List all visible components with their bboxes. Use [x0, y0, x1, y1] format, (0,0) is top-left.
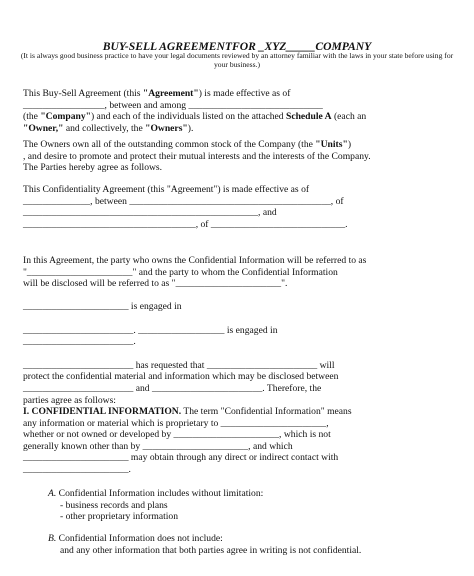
text-line: ______________, between __________________________________________, of: [23, 195, 344, 207]
text-line: , and desire to promote and protect their mutual interests and the interests of the Company.: [23, 150, 371, 162]
text-line: _______________________.: [23, 336, 136, 348]
paragraph-owners: [23, 139, 453, 174]
text-line: This Confidentiality Agreement (this "Agreement") is made effective as of: [23, 184, 310, 195]
text-line: ____________________________________, of ____________________________.: [23, 218, 348, 230]
text-line: ______________________ is engaged in: [23, 301, 182, 312]
section-heading: I. CONFIDENTIAL INFORMATION.: [23, 406, 182, 417]
text-line: _______________________ has requested that _______________________ will: [23, 359, 335, 371]
text-line: _________________________________________________, and: [23, 207, 277, 219]
text-line: _______________________. __________________ is engaged in: [23, 324, 278, 336]
text-line: any information or material which is proprietary to ______________________,: [23, 417, 329, 429]
text-line: generally known other than by ______________________, and which: [23, 440, 293, 452]
paragraph-confidentiality-intro: [23, 184, 453, 230]
text-line: In this Agreement, the party who owns the Confidential Information will be referred to as: [23, 255, 367, 266]
subsection-a: [48, 488, 474, 523]
text-line: The Parties hereby agree as follows.: [23, 162, 163, 174]
text-line: - business records and plans: [60, 499, 168, 511]
document-subtitle: (It is always good business practice to have your legal documents reviewed by an attorney familiar with the laws in your state before using for your business.): [20, 51, 454, 69]
text-line: protect the confidential material and information which may be disclosed between: [23, 371, 339, 383]
text-line: I. CONFIDENTIAL INFORMATION. The term "Confidential Information" means: [23, 406, 352, 417]
text-line: - other proprietary information: [60, 511, 179, 523]
text-line: parties agree as follows:: [23, 394, 116, 406]
text-line: B. Confidential Information does not include:: [48, 533, 223, 544]
text-line: ______________________.: [23, 463, 131, 475]
text-line: "Owner," and collectively, the "Owners").: [23, 122, 194, 134]
text-line: and any other information that both parties agree in writing is not confidential.: [60, 544, 362, 556]
bottom-fade: [0, 560, 474, 576]
text-line: A. Confidential Information includes without limitation:: [48, 488, 264, 499]
text-line: _________________, between and among ____________________________: [23, 99, 323, 111]
text-line: whether or not owned or developed by ______________________, which is not: [23, 429, 331, 441]
document-title: BUY-SELL AGREEMENTFOR _XYZ_____COMPANY: [102, 40, 372, 53]
text-line: "______________________" and the party to whom the Confidential Information: [23, 266, 338, 278]
subsection-b: [48, 533, 474, 556]
text-line: will be disclosed will be referred to as "______________________".: [23, 278, 288, 290]
text-line: (the "Company") and each of the individuals listed on the attached Schedule A (each an: [23, 111, 367, 123]
text-line: ______________________ may obtain through any direct or indirect contact with: [23, 452, 339, 464]
text-line: _______________________ and _______________________. Therefore, the: [23, 382, 322, 394]
paragraph-party-definitions: [23, 255, 453, 290]
text-line: This Buy-Sell Agreement (this "Agreement") is made effective as of: [23, 88, 291, 99]
section-confidential-information: [23, 406, 453, 476]
text-line: The Owners own all of the outstanding common stock of the Company (the "Units"): [23, 139, 352, 150]
paragraph-agreement-intro: [23, 88, 453, 134]
paragraph-engagement: [23, 301, 453, 406]
